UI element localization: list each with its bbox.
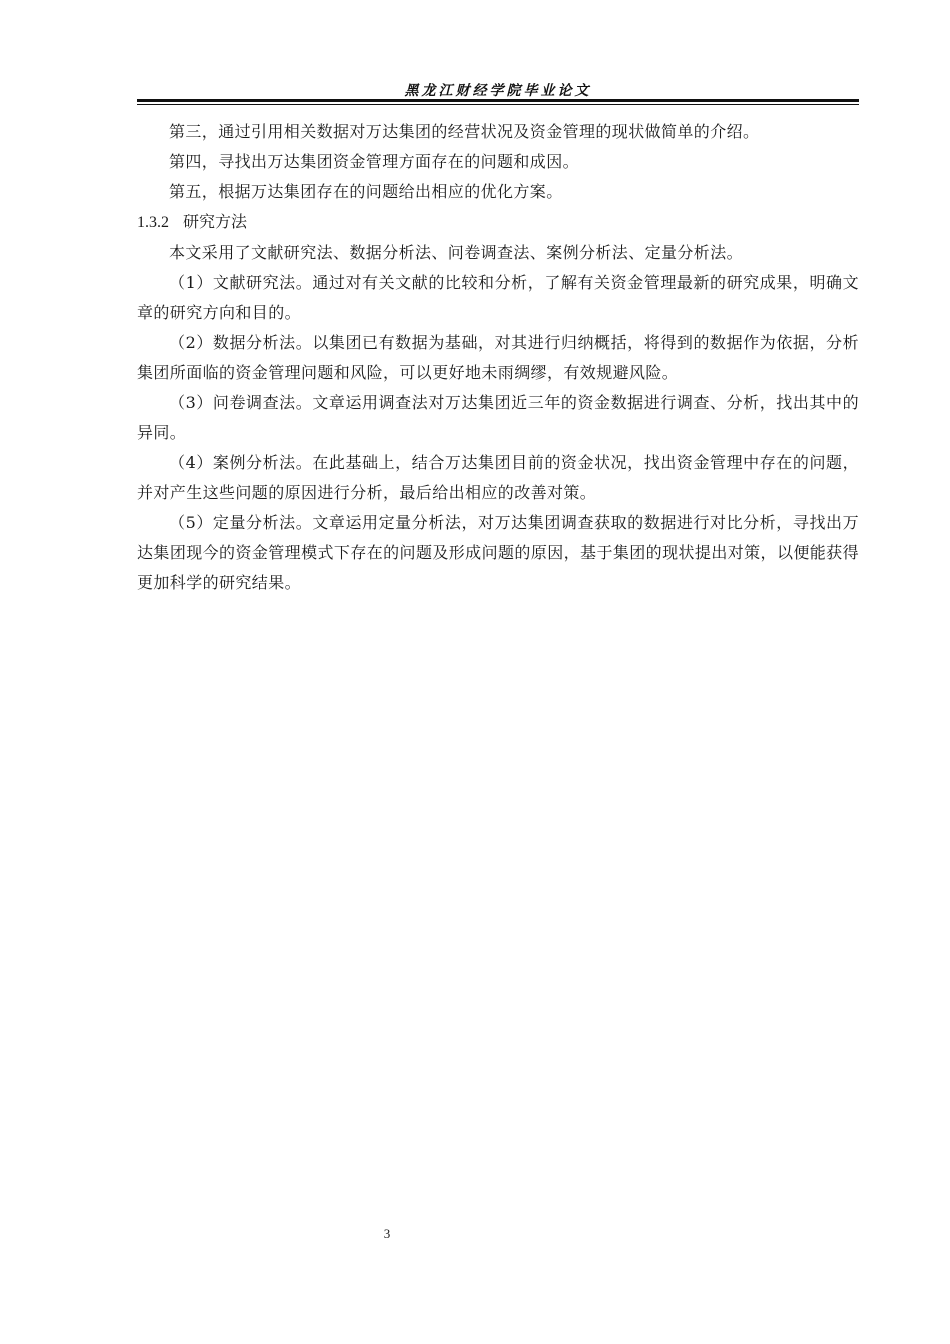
paragraph-method-2: （2）数据分析法。以集团已有数据为基础，对其进行归纳概括，将得到的数据作为依据，分析集团所面临的资金管理问题和风险，可以更好地未雨绸缪，有效规避风险。 — [137, 333, 859, 382]
section-title: 研究方法 — [183, 212, 248, 231]
header-rule-thin — [137, 104, 859, 105]
section-heading — [137, 207, 859, 238]
paragraph-method-3: （3）问卷调查法。文章运用调查法对万达集团近三年的资金数据进行调查、分析，找出其中的异同。 — [137, 393, 859, 442]
paragraph-method-4: （4）案例分析法。在此基础上，结合万达集团目前的资金状况，找出资金管理中存在的问题，并对产生这些问题的原因进行分析，最后给出相应的改善对策。 — [137, 453, 859, 502]
paragraph-fifth: 第五，根据万达集团存在的问题给出相应的优化方案。 — [169, 182, 563, 201]
page-header-title: 黑龙江财经学院毕业论文 — [404, 83, 592, 99]
paragraph-methods-intro: 本文采用了文献研究法、数据分析法、问卷调查法、案例分析法、定量分析法。 — [169, 243, 744, 262]
paragraph-method-1: （1）文献研究法。通过对有关文献的比较和分析，了解有关资金管理最新的研究成果，明确文章的研究方向和目的。 — [137, 273, 859, 322]
page-number: 3 — [383, 1226, 391, 1241]
section-number: 1.3.2 — [137, 214, 169, 231]
header-rule-thick — [137, 99, 859, 102]
paragraph-method-5: （5）定量分析法。文章运用定量分析法，对万达集团调查获取的数据进行对比分析，寻找出万达集团现今的资金管理模式下存在的问题及形成问题的原因，基于集团的现状提出对策，以便能获得更加科学的研究结果。 — [137, 513, 859, 592]
paragraph-third: 第三，通过引用相关数据对万达集团的经营状况及资金管理的现状做简单的介绍。 — [169, 122, 760, 141]
paragraph-fourth: 第四，寻找出万达集团资金管理方面存在的问题和成因。 — [169, 152, 580, 171]
document-body — [137, 117, 859, 598]
